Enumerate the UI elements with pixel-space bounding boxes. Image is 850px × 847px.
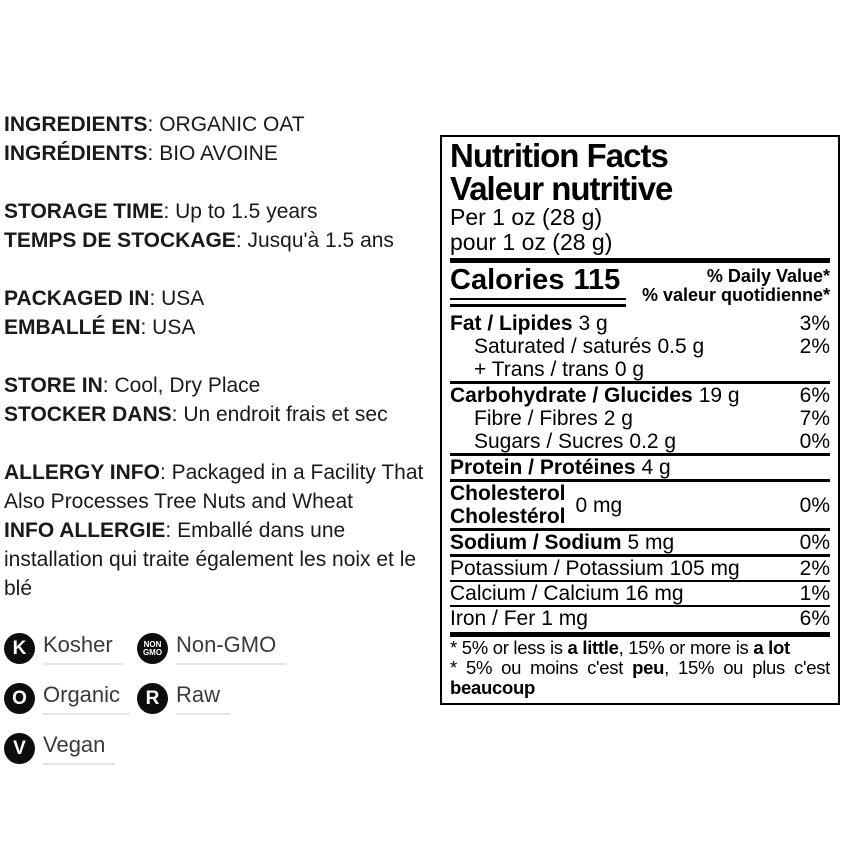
store-in-value-en: Cool, Dry Place — [114, 374, 261, 397]
footnote-fr-pre: * 5% ou moins c'est — [450, 657, 633, 678]
daily-value-header-fr: % valeur quotidienne* — [641, 285, 830, 305]
nutrient-row-sodium — [450, 528, 830, 554]
separator: : — [171, 403, 184, 426]
footnote-fr-bold2: beaucoup — [450, 677, 535, 698]
ingredients-value-fr: BIO AVOINE — [159, 142, 278, 165]
store-in-row-fr — [4, 400, 438, 429]
nutrient-row-carbohydrate — [450, 381, 830, 407]
non-gmo-icon-line2: GMO — [142, 647, 163, 657]
badge-kosher-label: Kosher — [43, 632, 123, 665]
nutrient-name: Fibre / Fibres — [474, 407, 598, 430]
nutrient-row-saturated — [450, 335, 830, 358]
footnote-en-pre: * 5% or less is — [450, 637, 568, 658]
nutrient-row-cholesterol — [450, 479, 830, 528]
nutrient-dv: 0% — [799, 430, 830, 453]
footnote-en — [450, 638, 830, 658]
badge-vegan — [4, 732, 137, 765]
calories-underline — [450, 298, 626, 307]
store-in-section — [4, 371, 438, 429]
allergy-info-value-fr: Emballé dans une installation qui traite également les noix et le blé — [4, 519, 417, 600]
separator: : — [147, 113, 160, 136]
ingredients-label-fr: INGRÉDIENTS — [4, 142, 148, 165]
nutrient-amount: 0.2 g — [629, 430, 677, 453]
raw-icon: R — [137, 683, 168, 714]
allergy-info-value-en: Packaged in a Facility That Also Processes Tree Nuts and Wheat — [4, 461, 424, 513]
nutrient-row-fat — [450, 312, 830, 335]
badge-organic — [4, 682, 137, 715]
nutrient-name: Carbohydrate / Glucides — [450, 384, 693, 407]
kosher-icon: K — [4, 633, 35, 664]
nutrient-name: Saturated / saturés — [474, 335, 652, 358]
nutrient-name: Fat / Lipides — [450, 312, 573, 335]
calories-row — [450, 265, 830, 307]
separator: : — [140, 316, 153, 339]
nutrient-dv: 2% — [799, 335, 830, 358]
nutrient-dv: 6% — [799, 384, 830, 407]
separator: : — [159, 461, 172, 484]
badge-organic-label: Organic — [43, 682, 130, 715]
packaged-in-row-fr — [4, 313, 438, 342]
nutrition-facts-title-en: Nutrition Facts — [450, 137, 668, 174]
product-info-column — [4, 110, 438, 765]
separator: : — [165, 519, 178, 542]
nutrition-facts-panel — [440, 135, 840, 705]
nutrient-dv: 3% — [799, 312, 830, 335]
separator: : — [147, 142, 160, 165]
badge-vegan-label: Vegan — [43, 732, 115, 765]
allergy-info-label-fr: INFO ALLERGIE — [4, 519, 166, 542]
nutrient-name: Protein / Protéines — [450, 456, 636, 479]
nutrient-amount: 0.5 g — [657, 335, 705, 358]
footnote-fr-mid: , 15% ou plus c'est — [664, 657, 830, 678]
nutrient-amount: 5 mg — [627, 531, 675, 554]
calories-block — [450, 265, 626, 307]
calories-value: 115 — [573, 264, 621, 296]
storage-time-value-en: Up to 1.5 years — [175, 200, 318, 223]
daily-value-header-en: % Daily Value* — [706, 266, 830, 286]
nutrient-amount: 19 g — [698, 384, 740, 407]
non-gmo-icon-line1: NON — [143, 640, 162, 649]
store-in-label-fr: STOCKER DANS — [4, 403, 172, 426]
nutrient-name: + Trans / trans — [474, 358, 609, 381]
store-in-value-fr: Un endroit frais et sec — [183, 403, 388, 426]
nutrient-amount: 105 mg — [669, 557, 740, 580]
footnote-en-bold2: a lot — [753, 637, 790, 658]
nutrient-dv: 0% — [799, 493, 830, 517]
allergy-info-label-en: ALLERGY INFO — [4, 461, 160, 484]
nutrition-facts-title-fr: Valeur nutritive — [450, 170, 673, 207]
separator: : — [149, 287, 162, 310]
nutrient-row-sugars — [450, 430, 830, 453]
nutrient-row-protein — [450, 453, 830, 479]
nutrient-name: Calcium / Calcium — [450, 582, 620, 605]
calories-label: Calories — [450, 264, 565, 296]
packaged-in-label-en: PACKAGED IN — [4, 287, 150, 310]
nutrient-row-iron — [450, 605, 830, 630]
packaged-in-value-en: USA — [161, 287, 205, 310]
certification-badges — [4, 632, 438, 765]
separator: : — [235, 229, 248, 252]
nutrient-dv: 7% — [799, 407, 830, 430]
storage-time-section — [4, 197, 438, 255]
badge-raw — [137, 682, 438, 715]
non-gmo-icon — [137, 633, 168, 664]
packaged-in-value-fr: USA — [152, 316, 196, 339]
cholesterol-name-fr: Cholestérol — [450, 505, 566, 528]
serving-size-en: Per 1 oz (28 g) — [450, 204, 603, 230]
nutrient-name: Potassium / Potassium — [450, 557, 664, 580]
nutrient-amount: 0 g — [614, 358, 645, 381]
footnote-en-mid: , 15% or more is — [618, 637, 754, 658]
nutrient-row-calcium — [450, 580, 830, 605]
storage-time-row-en — [4, 197, 438, 226]
nutrient-name: Sugars / Sucres — [474, 430, 624, 453]
nutrient-amount: 2 g — [603, 407, 633, 430]
packaged-in-row-en — [4, 284, 438, 313]
ingredients-row-fr — [4, 139, 438, 168]
badge-kosher — [4, 632, 137, 665]
allergy-info-row-fr — [4, 516, 438, 603]
badge-non-gmo — [137, 632, 438, 665]
nutrient-dv: 6% — [799, 607, 830, 630]
packaged-in-section — [4, 284, 438, 342]
nutrient-amount: 4 g — [641, 456, 671, 479]
packaged-in-label-fr: EMBALLÉ EN — [4, 316, 141, 339]
storage-time-label-fr: TEMPS DE STOCKAGE — [4, 229, 236, 252]
footnote-fr-bold1: peu — [632, 657, 665, 678]
nutrient-row-fibre — [450, 407, 830, 430]
separator: : — [102, 374, 115, 397]
nutrient-row-potassium — [450, 554, 830, 580]
cholesterol-name-en: Cholesterol — [450, 482, 566, 505]
daily-value-header — [642, 265, 830, 307]
nutrient-row-trans — [450, 358, 830, 381]
calories-text — [450, 265, 626, 295]
organic-icon: O — [4, 683, 35, 714]
store-in-label-en: STORE IN — [4, 374, 103, 397]
nutrient-amount: 0 mg — [575, 493, 623, 517]
nutrient-name: Sodium / Sodium — [450, 531, 622, 554]
storage-time-label-en: STORAGE TIME — [4, 200, 164, 223]
nutrient-dv: 2% — [799, 557, 830, 580]
footnote-fr — [450, 658, 830, 698]
footnote-en-bold1: a little — [567, 637, 619, 658]
nutrient-amount: 3 g — [578, 312, 608, 335]
ingredients-section — [4, 110, 438, 168]
vegan-icon: V — [4, 733, 35, 764]
separator: : — [163, 200, 176, 223]
nutrient-amount: 1 mg — [541, 607, 588, 630]
allergy-info-section — [4, 458, 438, 603]
nutrient-dv: 1% — [799, 582, 830, 605]
ingredients-label-en: INGREDIENTS — [4, 113, 148, 136]
nutrient-name: Iron / Fer — [450, 607, 536, 630]
storage-time-value-fr: Jusqu'à 1.5 ans — [247, 229, 394, 252]
nutrient-name — [450, 482, 566, 528]
ingredients-value-en: ORGANIC OAT — [159, 113, 305, 136]
ingredients-row-en — [4, 110, 438, 139]
badge-non-gmo-label: Non-GMO — [176, 632, 286, 665]
store-in-row-en — [4, 371, 438, 400]
badge-raw-label: Raw — [176, 682, 230, 715]
storage-time-row-fr — [4, 226, 438, 255]
serving-size-fr: pour 1 oz (28 g) — [450, 229, 613, 255]
nutrient-amount: 16 mg — [625, 582, 684, 605]
nutrient-dv: 0% — [799, 531, 830, 554]
allergy-info-row-en — [4, 458, 438, 516]
divider-thick-top — [450, 258, 830, 263]
